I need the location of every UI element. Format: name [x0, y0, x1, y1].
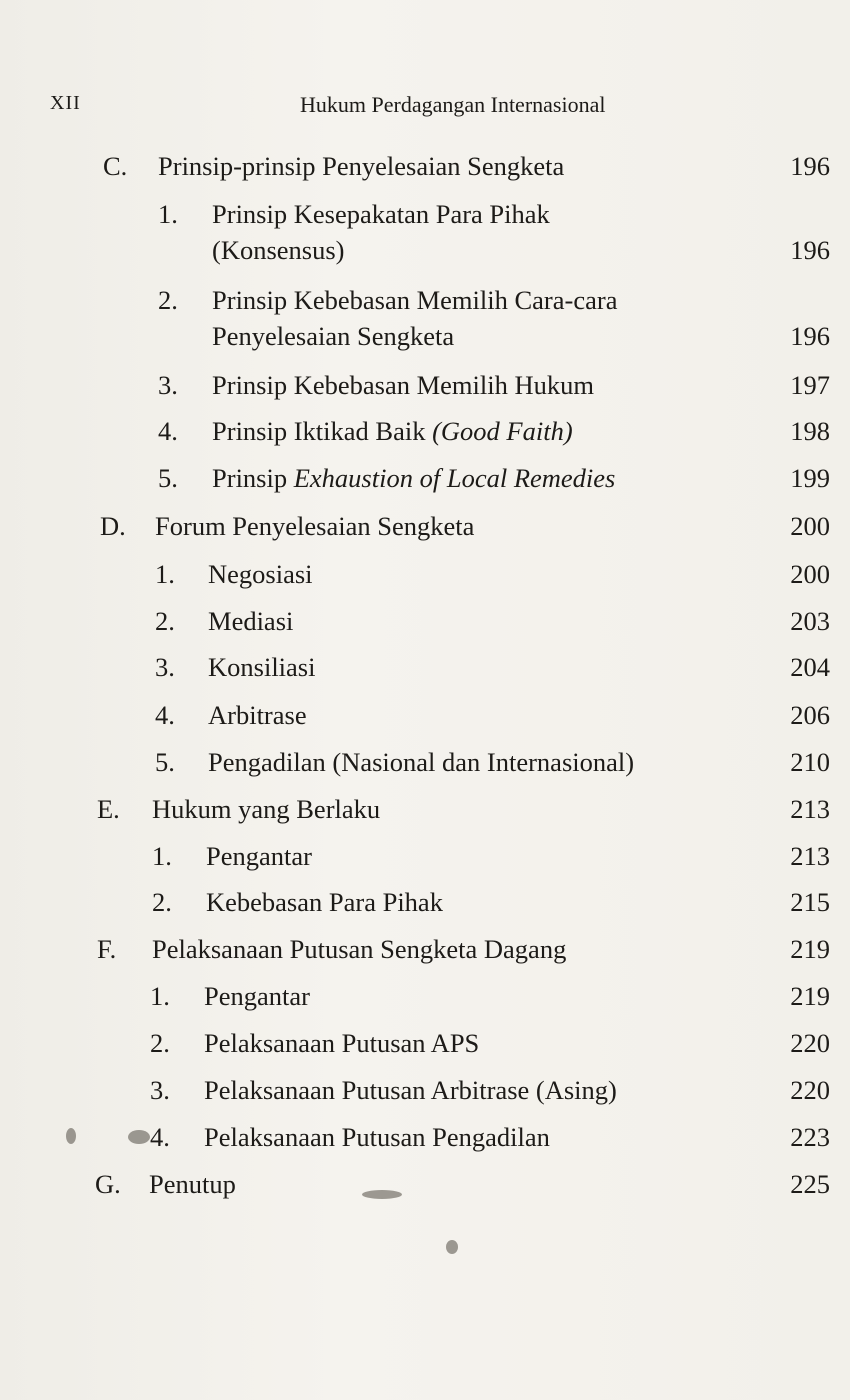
toc-marker: 5.: [155, 747, 175, 777]
toc-page: 204: [790, 652, 830, 682]
toc-title: Mediasi: [208, 606, 294, 636]
toc-title: Prinsip-prinsip Penyelesaian Sengketa: [158, 151, 565, 181]
toc-title: Pelaksanaan Putusan Pengadilan: [204, 1122, 550, 1152]
toc-title: Konsiliasi: [208, 652, 316, 682]
toc-marker: E.: [97, 794, 120, 824]
toc-title-continued: (Konsensus): [212, 235, 345, 265]
toc-title: Arbitrase: [208, 700, 307, 730]
toc-marker: 1.: [150, 981, 170, 1011]
toc-marker: 1.: [152, 841, 172, 871]
toc-marker: 3.: [155, 652, 175, 682]
toc-title-continued: Penyelesaian Sengketa: [212, 321, 455, 351]
toc-page: 223: [790, 1122, 830, 1152]
toc-marker: 4.: [150, 1122, 170, 1152]
toc-marker: 3.: [150, 1075, 170, 1105]
toc-page: 215: [790, 887, 830, 917]
toc-page: 199: [790, 463, 830, 493]
toc-marker: 2.: [158, 285, 178, 315]
toc-marker: 4.: [155, 700, 175, 730]
toc-title-italic: Exhaustion of Local Remedies: [293, 463, 616, 493]
paper-speck: [362, 1190, 402, 1199]
toc-page: 196: [790, 235, 830, 265]
toc-marker: 4.: [158, 416, 178, 446]
toc-marker: G.: [95, 1169, 121, 1199]
paper-speck: [66, 1128, 76, 1144]
toc-marker: 5.: [158, 463, 178, 493]
toc-marker: 1.: [155, 559, 175, 589]
toc-title: Pengantar: [204, 981, 310, 1011]
toc-marker: 2.: [152, 887, 172, 917]
toc-title: Pengadilan (Nasional dan Internasional): [208, 747, 635, 777]
toc-title: Pelaksanaan Putusan Sengketa Dagang: [152, 934, 567, 964]
toc-page: 206: [790, 700, 830, 730]
toc-title: Prinsip Kesepakatan Para Pihak: [212, 199, 550, 229]
toc-title: Kebebasan Para Pihak: [206, 887, 443, 917]
page-number: XII: [50, 92, 81, 114]
toc-title: Forum Penyelesaian Sengketa: [155, 511, 475, 541]
toc-title: Prinsip Kebebasan Memilih Cara-cara: [212, 285, 618, 315]
running-title: Hukum Perdagangan Internasional: [300, 92, 606, 117]
toc-title: Hukum yang Berlaku: [152, 794, 381, 824]
toc-page: 213: [790, 841, 830, 871]
toc-page: 203: [790, 606, 830, 636]
toc-marker: 2.: [155, 606, 175, 636]
toc-marker: D.: [100, 511, 126, 541]
toc-page: 200: [790, 511, 830, 541]
toc-title-italic: (Good Faith): [432, 416, 573, 446]
toc-page: 197: [790, 370, 830, 400]
paper-speck: [446, 1240, 458, 1254]
toc-title: Prinsip: [212, 463, 288, 493]
toc-title: Pengantar: [206, 841, 312, 871]
toc-marker: 1.: [158, 199, 178, 229]
toc-page: 219: [790, 934, 830, 964]
toc-title: Penutup: [149, 1169, 236, 1199]
toc-page: 196: [790, 321, 830, 351]
toc-title: Prinsip Iktikad Baik: [212, 416, 426, 446]
toc-marker: 3.: [158, 370, 178, 400]
toc-marker: C.: [103, 151, 128, 181]
toc-page: 210: [790, 747, 830, 777]
toc-page: 220: [790, 1028, 830, 1058]
toc-marker: 2.: [150, 1028, 170, 1058]
toc-page: 220: [790, 1075, 830, 1105]
toc-page: 198: [790, 416, 830, 446]
toc-page: 225: [790, 1169, 830, 1199]
toc-marker: F.: [97, 934, 117, 964]
toc-page: 196: [790, 151, 830, 181]
toc-title: Prinsip Kebebasan Memilih Hukum: [212, 370, 594, 400]
toc-page: 219: [790, 981, 830, 1011]
paper-speck: [128, 1130, 150, 1144]
toc-page: 200: [790, 559, 830, 589]
toc-page: 213: [790, 794, 830, 824]
toc-title: Negosiasi: [208, 559, 313, 589]
toc-title: Pelaksanaan Putusan APS: [204, 1028, 480, 1058]
toc-title: Pelaksanaan Putusan Arbitrase (Asing): [204, 1075, 617, 1105]
